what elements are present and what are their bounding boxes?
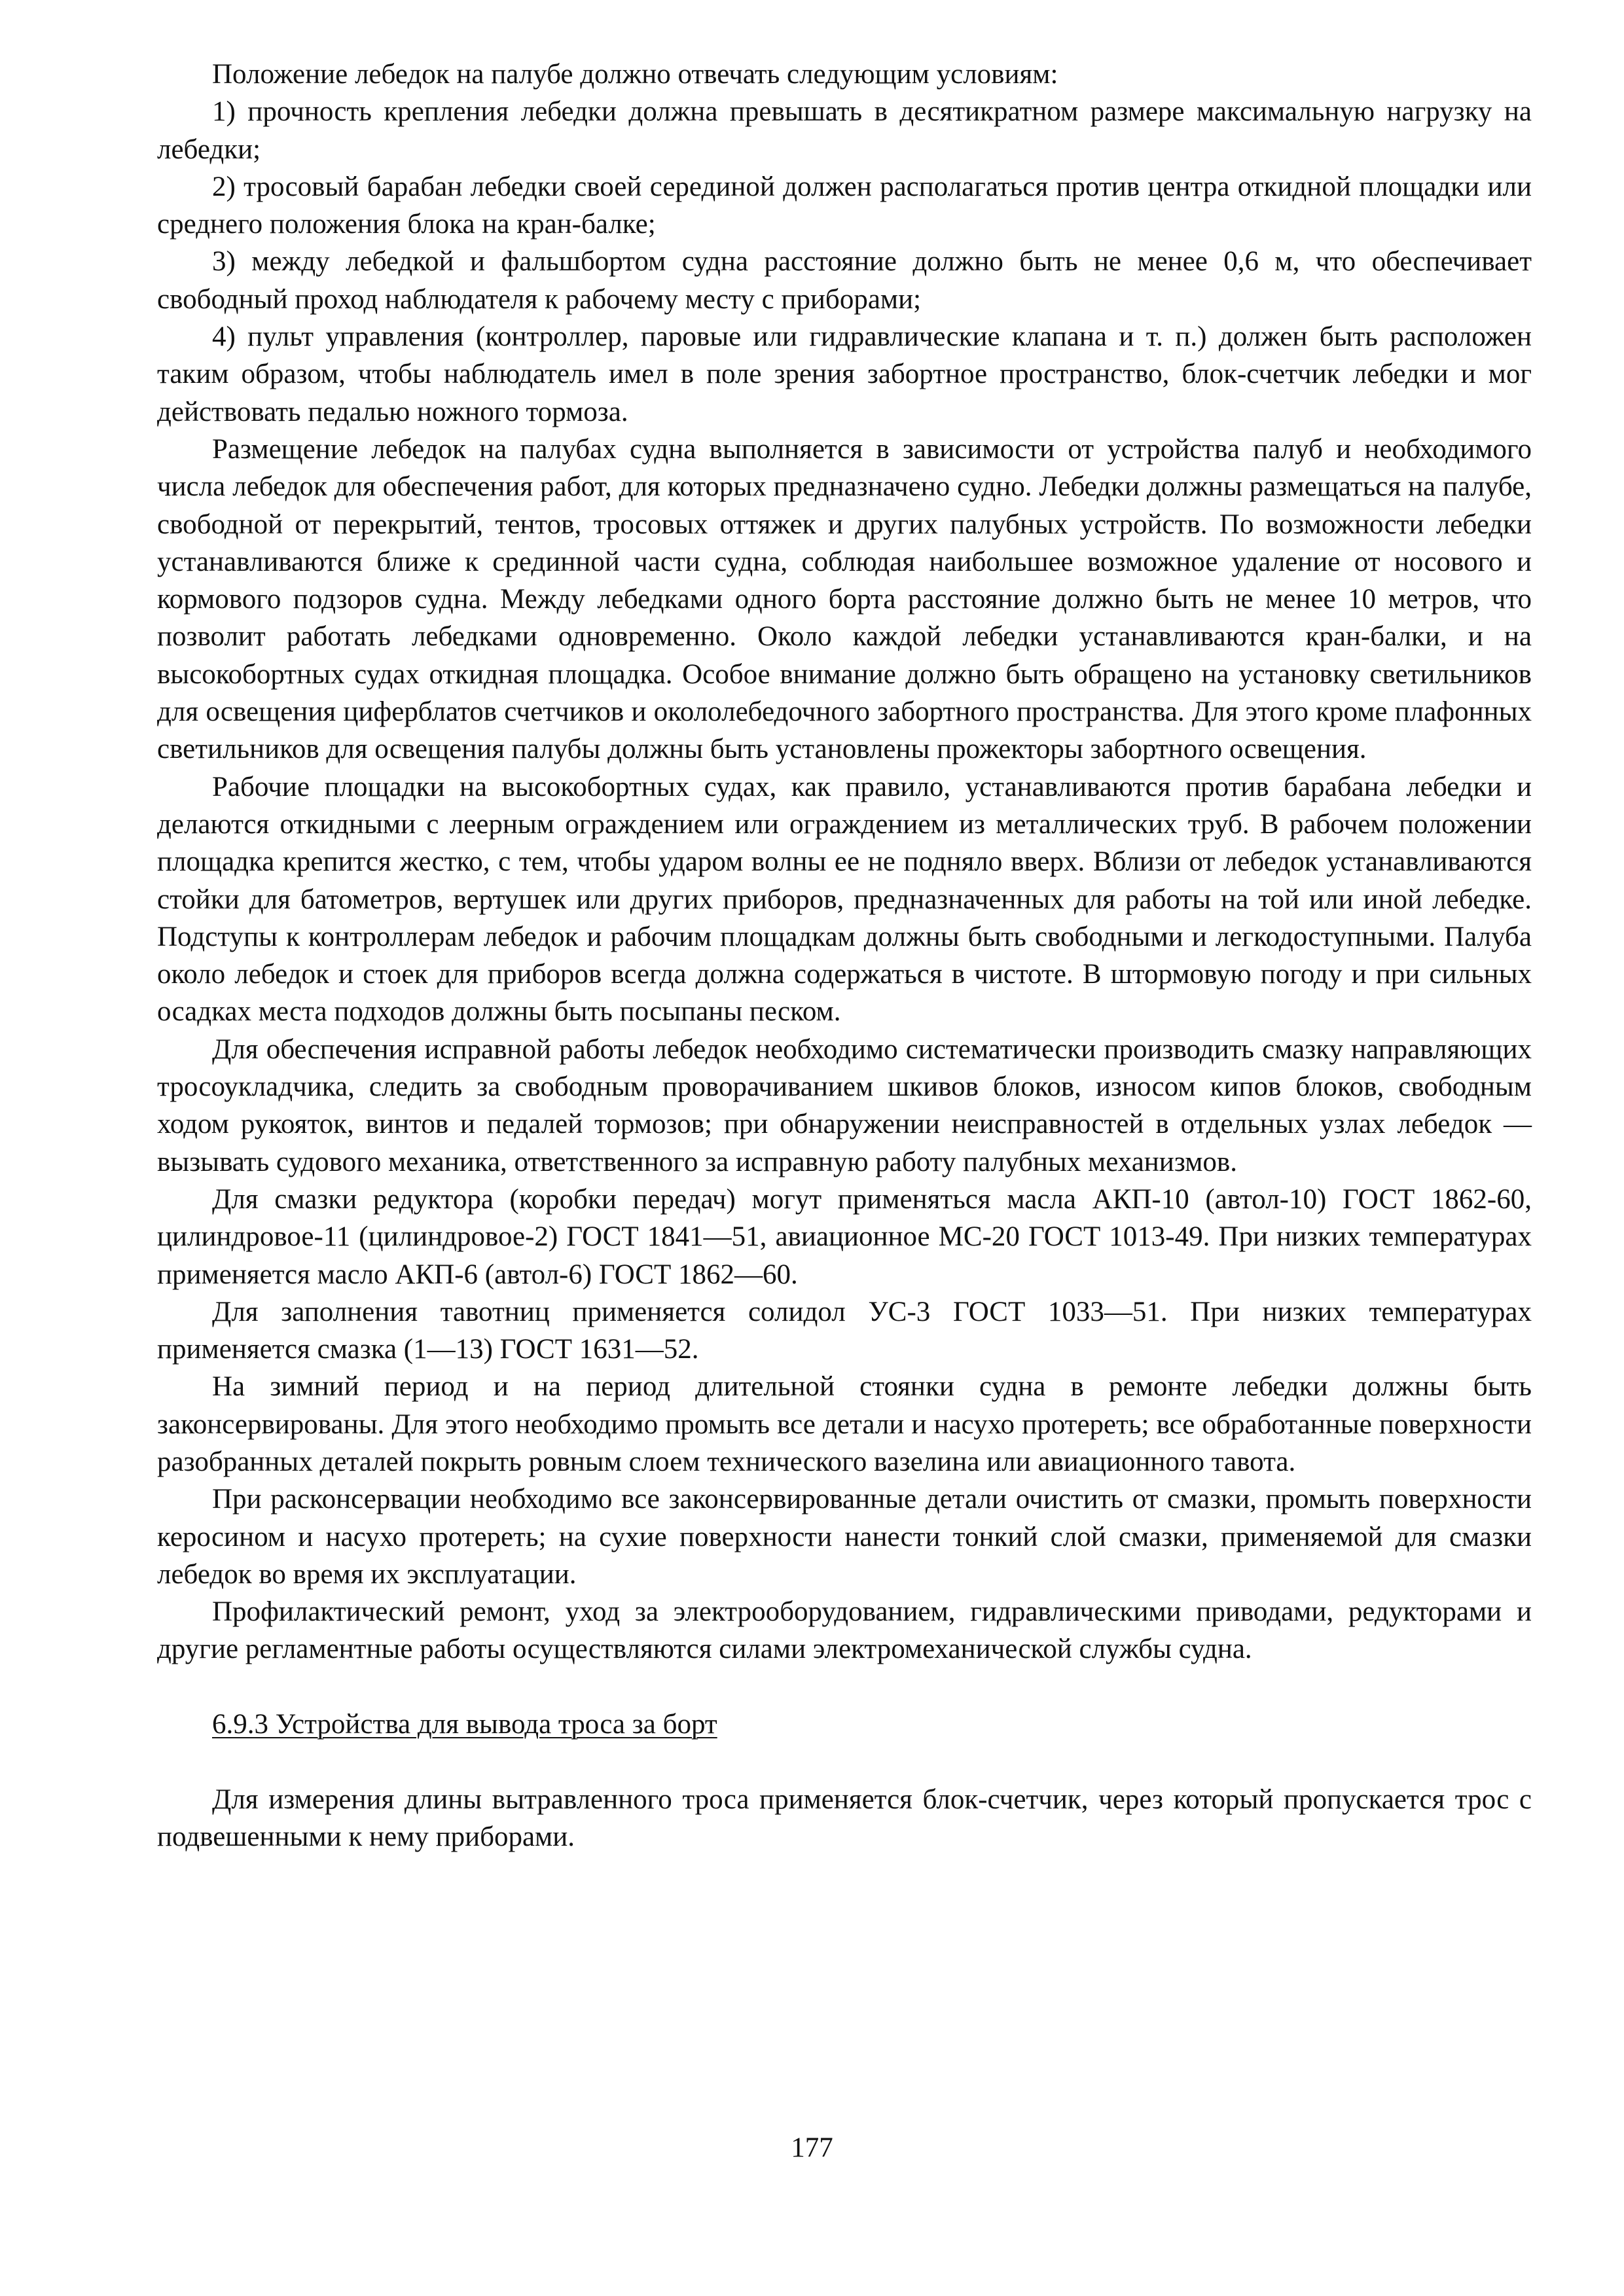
section-heading	[212, 1706, 1532, 1743]
paragraph-winch-placement: Размещение лебедок на палубах судна выполняется в зависимости от устройства палуб и необходимого числа лебедок для обеспечения работ, для которых предназначено судно. Лебедки должны размещаться на палубе, свободной от перекрытий, тентов, тросовых оттяжек и других палубных устройств. По возможности лебедки устанавливаются ближе к срединной части судна, соблюдая наибольшее возможное удаление от носового и кормового подзоров судна. Между лебедками одного борта расстояние должно быть не менее 10 метров, что позволит работать лебедками одновременно. Около каждой лебедки устанавливаются кран-балки, и на высокобортных судах откидная площадка. Особое внимание должно быть обращено на установку светильников для освещения циферблатов счетчиков и окололебедочного забортного пространства. Для этого кроме плафонных светильников для освещения палубы должны быть установлены прожекторы забортного освещения.	[157, 433, 1532, 765]
paragraph-conservation: На зимний период и на период длительной стоянки судна в ремонте лебедки должны быть законсервированы. Для этого необходимо промыть все детали и насухо протереть; все обработанные поверхности разобранных деталей покрыть ровным слоем технического вазелина или авиационного тавота.	[157, 1371, 1532, 1477]
list-item-2: 2) тросовый барабан лебедки своей серединой должен располагаться против центра откидной площадки или среднего положения блока на кран-балке;	[157, 171, 1532, 240]
list-item-3: 3) между лебедкой и фальшбортом судна расстояние должно быть не менее 0,6 м, что обеспечивает свободный проход наблюдателя к рабочему месту с приборами;	[157, 246, 1532, 315]
paragraph-counter-block: Для измерения длины вытравленного троса применяется блок-счетчик, через который пропускается трос с подвешенными к нему приборами.	[157, 1784, 1532, 1853]
page-number: 177	[791, 2132, 833, 2163]
list-item-1: 1) прочность крепления лебедки должна превышать в десятикратном размере максимальную нагрузку на лебедки;	[157, 96, 1532, 165]
paragraph-deconservation: При расконсервации необходимо все законсервированные детали очистить от смазки, промыть поверхности керосином и насухо протереть; на сухие поверхности нанести тонкий слой смазки, применяемой для смазки лебедок во время их эксплуатации.	[157, 1484, 1532, 1590]
page-body	[157, 56, 1532, 1856]
section-heading-text: 6.9.3 Устройства для вывода троса за борт	[212, 1708, 717, 1740]
list-item-4: 4) пульт управления (контроллер, паровые или гидравлические клапана и т. п.) должен быть расположен таким образом, чтобы наблюдатель имел в поле зрения забортное пространство, блок-счетчик лебедки и мог действовать педалью ножного тормоза.	[157, 321, 1532, 427]
paragraph-work-platforms: Рабочие площадки на высокобортных судах, как правило, устанавливаются против барабана лебедки и делаются откидными с леерным ограждением или ограждением из металлических труб. В рабочем положении площадка крепится жестко, с тем, чтобы ударом волны ее не подняло вверх. Вблизи от лебедок устанавливаются стойки для батометров, вертушек или других приборов, предназначенных для работы на той или иной лебедке. Подступы к контроллерам лебедок и рабочим площадкам должны быть свободными и легкодоступными. Палуба около лебедок и стоек для приборов всегда должна содержаться в чистоте. В штормовую погоду и при сильных осадках места подходов должны быть посыпаны песком.	[157, 771, 1532, 1028]
paragraph-intro: Положение лебедок на палубе должно отвечать следующим условиям:	[212, 59, 1058, 90]
paragraph-gear-lubrication: Для смазки редуктора (коробки передач) могут применяться масла АКП-10 (автол-10) ГОСТ 1862-60, цилиндровое-11 (цилиндровое-2) ГОСТ 1841—51, авиационное МС-20 ГОСТ 1013-49. При низких температурах применяется масло АКП-6 (автол-6) ГОСТ 1862—60.	[157, 1183, 1532, 1290]
paragraph-maintenance: Для обеспечения исправной работы лебедок необходимо систематически производить смазку направляющих тросоукладчика, следить за свободным проворачиванием шкивов блоков, износом кипов блоков, свободным ходом рукояток, винтов и педалей тормозов; при обнаружении неисправностей в отдельных узлах лебедок — вызывать судового механика, ответственного за исправную работу палубных механизмов.	[157, 1033, 1532, 1177]
paragraph-grease: Для заполнения тавотниц применяется солидол УС-3 ГОСТ 1033—51. При низких температурах применяется смазка (1—13) ГОСТ 1631—52.	[157, 1296, 1532, 1365]
paragraph-preventive-repair: Профилактический ремонт, уход за электрооборудованием, гидравлическими приводами, редукторами и другие регламентные работы осуществляются силами электромеханической службы судна.	[157, 1596, 1532, 1665]
